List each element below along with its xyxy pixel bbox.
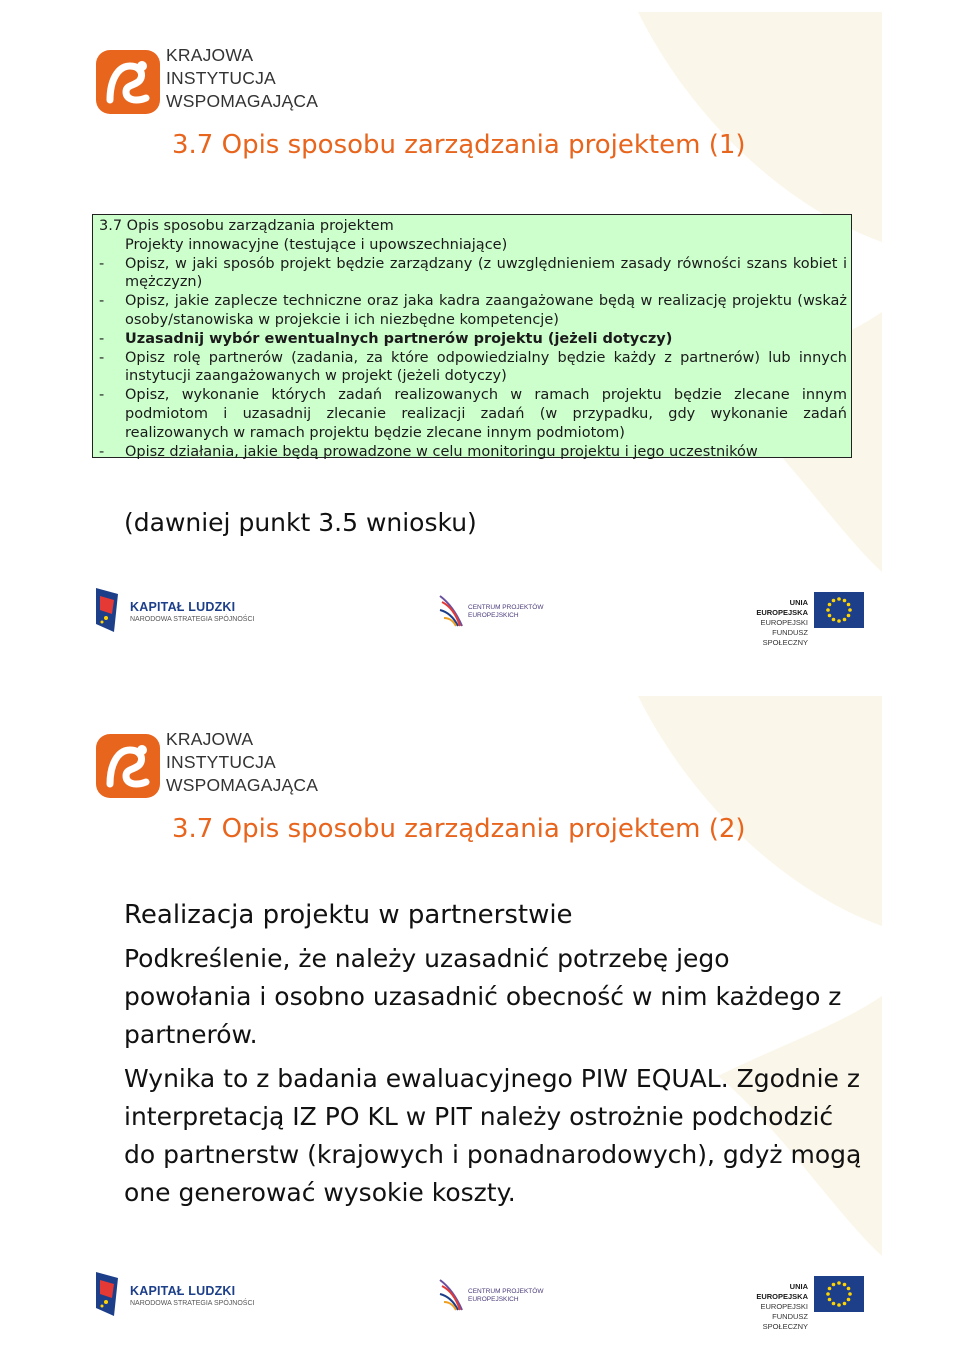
item-text: Opisz, jakie zaplecze techniczne oraz jaka kadra zaangażowane będą w realizację projektu (wskaż osoby/stanowiska w projekcie i ich niezbędne kompetencje) xyxy=(125,293,847,328)
kapital-ludzki-logo xyxy=(94,584,274,636)
paragraph-1: Podkreślenie, że należy uzasadnić potrzebę jego powołania i osobno uzasadnić obecność w nim każdego z partnerów. xyxy=(124,944,842,1049)
kiw-logo-text xyxy=(166,728,318,797)
eu-line-3: FUNDUSZ SPOŁECZNY xyxy=(762,628,808,647)
eu-logo xyxy=(738,1276,874,1331)
eu-text xyxy=(738,598,808,648)
slide-2-body xyxy=(124,896,864,1218)
kiw-logo-mark-icon xyxy=(96,734,160,798)
box-item-bold xyxy=(99,330,847,349)
item-dash: - xyxy=(99,387,105,404)
logo-line-2: INSTYTUCJA xyxy=(166,68,276,88)
kiw-logo xyxy=(96,726,336,806)
eu-text xyxy=(738,1282,808,1332)
footer-logos xyxy=(94,584,874,647)
section-heading: Realizacja projektu w partnerstwie xyxy=(124,900,573,930)
item-text: Opisz działania, jakie będą prowadzone w celu monitoringu projektu i jego uczestników xyxy=(125,443,758,460)
item-text: Opisz, wykonanie których zadań realizowanych w ramach projektu będzie zlecane innym podmiotom i uzasadnij zlecanie realizacji zadań (w przypadku, gdy wykonanie zadań realizowanych w ramach projektu będzie zlecane innym podmiotom) xyxy=(125,387,847,441)
box-item xyxy=(99,292,847,330)
cpe-text xyxy=(468,604,548,620)
slide-2 xyxy=(78,696,882,1331)
kiw-logo-mark-icon xyxy=(96,50,160,114)
box-heading: 3.7 Opis sposobu zarządzania projektem xyxy=(99,218,394,234)
logo-line-3: WSPOMAGAJĄCA xyxy=(166,91,319,111)
eu-line-1: UNIA EUROPEJSKA xyxy=(756,598,808,617)
cpe-line-2: EUROPEJSKICH xyxy=(468,612,519,619)
note-text: (dawniej punkt 3.5 wniosku) xyxy=(124,508,477,537)
logo-line-2: INSTYTUCJA xyxy=(166,752,276,772)
cpe-line-1: CENTRUM PROJEKTÓW xyxy=(468,604,544,611)
instructions-box xyxy=(92,214,852,458)
item-dash: - xyxy=(99,349,105,366)
item-dash: - xyxy=(99,293,105,310)
slide-1-title: 3.7 Opis sposobu zarządzania projektem (1) xyxy=(172,130,746,160)
item-dash: - xyxy=(99,443,105,460)
item-text: Opisz rolę partnerów (zadania, za które odpowiedzialny będzie każdy z partnerów) lub innych instytucji zaangażowanych w projekt (jeżeli dotyczy) xyxy=(125,349,847,385)
kiw-logo xyxy=(96,42,336,122)
logo-line-1: KRAJOWA xyxy=(166,729,254,749)
eu-flag-icon xyxy=(814,592,864,628)
box-subheading: Projekty innowacyjne (testujące i upowszechniające) xyxy=(125,236,508,253)
footer-logos xyxy=(94,1268,874,1331)
kapital-ludzki-subtitle: NARODOWA STRATEGIA SPÓJNOŚCI xyxy=(130,1300,255,1307)
logo-line-3: WSPOMAGAJĄCA xyxy=(166,775,319,795)
box-item xyxy=(99,255,847,293)
cpe-mark-icon xyxy=(438,592,468,630)
kiw-logo-text xyxy=(166,44,318,113)
item-text: Opisz, w jaki sposób projekt będzie zarządzany (z uwzględnieniem zasady równości szans kobiet i mężczyzn) xyxy=(125,255,847,291)
cpe-mark-icon xyxy=(438,1276,468,1314)
item-dash: - xyxy=(99,330,105,347)
item-text: Uzasadnij wybór ewentualnych partnerów projektu (jeżeli dotyczy) xyxy=(125,330,673,347)
cpe-line-1: CENTRUM PROJEKTÓW xyxy=(468,1288,544,1295)
eu-line-2: EUROPEJSKI xyxy=(760,1302,808,1311)
item-dash: - xyxy=(99,255,105,272)
cpe-logo xyxy=(438,1276,558,1316)
kapital-ludzki-subtitle: NARODOWA STRATEGIA SPÓJNOŚCI xyxy=(130,616,255,623)
kapital-ludzki-logo xyxy=(94,1268,274,1320)
box-item xyxy=(99,349,847,387)
kapital-ludzki-flag-icon xyxy=(94,584,124,634)
slide-1 xyxy=(78,12,882,647)
logo-line-1: KRAJOWA xyxy=(166,45,254,65)
eu-flag-icon xyxy=(814,1276,864,1312)
eu-line-3: FUNDUSZ SPOŁECZNY xyxy=(762,1312,808,1331)
box-item xyxy=(99,443,847,462)
cpe-line-2: EUROPEJSKICH xyxy=(468,1296,519,1303)
cpe-text xyxy=(468,1288,548,1304)
paragraph-2: Wynika to z badania ewaluacyjnego PIW EQUAL. Zgodnie z interpretacją IZ PO KL w PIT należy ostrożnie podchodzić do partnerstw (krajowych i ponadnarodowych), gdyż mogą one generować wysokie koszty. xyxy=(124,1064,862,1207)
eu-line-1: UNIA EUROPEJSKA xyxy=(756,1282,808,1301)
eu-logo xyxy=(738,592,874,647)
eu-line-2: EUROPEJSKI xyxy=(760,618,808,627)
box-item xyxy=(99,386,847,442)
kapital-ludzki-title: KAPITAŁ LUDZKI xyxy=(130,600,236,614)
kapital-ludzki-flag-icon xyxy=(94,1268,124,1318)
slide-2-title: 3.7 Opis sposobu zarządzania projektem (2) xyxy=(172,814,746,844)
kapital-ludzki-title: KAPITAŁ LUDZKI xyxy=(130,1284,236,1298)
cpe-logo xyxy=(438,592,558,632)
